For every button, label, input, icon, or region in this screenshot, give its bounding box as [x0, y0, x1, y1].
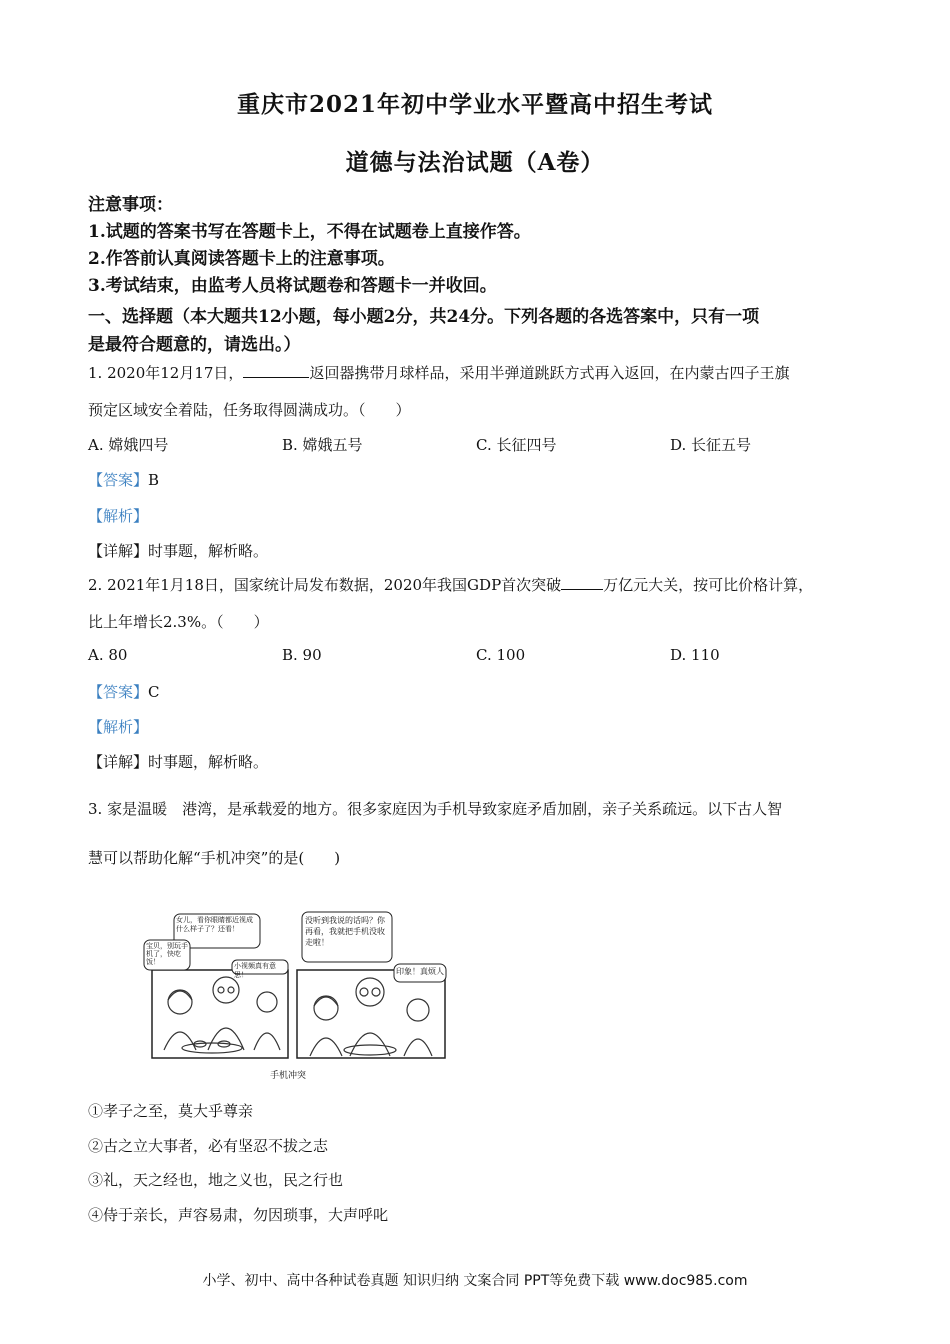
q2-analysis-tag: 【解析】 [88, 718, 149, 736]
question-2 [88, 574, 813, 595]
q1-text-pre: 1. 2020年12月17日， [88, 364, 244, 382]
q2-detail: 【详解】时事题，解析略。 [88, 753, 269, 771]
section-heading-cont: 是最符合题意的，请选出。） [88, 335, 301, 355]
q1-detail: 【详解】时事题，解析略。 [88, 542, 269, 560]
comic-bubble-1-text: 女儿，看你眼睛都近视成什么样子了？还看！ [176, 916, 253, 933]
comic-bubble-3-text: 小视频真有意思！ [234, 962, 276, 979]
q2-text-line2: 比上年增长2.3%。（ ） [88, 613, 269, 631]
q1-text-post: 返回器携带月球样品，采用半弹道跳跃方式再入返回，在内蒙古四子王旗 [309, 364, 790, 382]
question-1 [88, 362, 789, 383]
q2-option-b: B. 90 [282, 646, 322, 664]
q1-blank [243, 363, 309, 378]
note-item-3: 3.考试结束，由监考人员将试题卷和答题卡一并收回。 [88, 276, 497, 296]
q1-option-b: B. 嫦娥五号 [282, 436, 363, 454]
q2-option-d: D. 110 [670, 646, 720, 664]
q2-answer-value: C [148, 683, 160, 701]
q2-text-post: 万亿元大关，按可比价格计算， [603, 576, 814, 594]
q1-answer [88, 469, 159, 490]
note-item-2: 2.作答前认真阅读答题卡上的注意事项。 [88, 249, 395, 269]
q1-answer-value: B [148, 471, 160, 489]
q1-answer-tag: 【答案】 [88, 471, 149, 489]
notes-heading: 注意事项： [88, 195, 173, 215]
exam-title: 重庆市2021年初中学业水平暨高中招生考试 [236, 91, 713, 118]
q2-option-a: A. 80 [88, 646, 128, 664]
comic-family-left [164, 977, 280, 1053]
comic-family-right [310, 978, 432, 1056]
section-heading: 一、选择题（本大题共12小题，每小题2分，共24分。下列各题的各选答案中，只有一项 [88, 307, 760, 327]
q1-text-line2: 预定区域安全着陆，任务取得圆满成功。（ ） [88, 401, 411, 419]
q1-analysis-tag: 【解析】 [88, 507, 149, 525]
page-footer: 小学、初中、高中各种试卷真题 知识归纳 文案合同 PPT等免费下载 www.doc985.com [202, 1273, 748, 1289]
q3-statement-4: ④侍于亲长，声容易肃，勿因琐事，大声呼叱 [88, 1206, 389, 1224]
q3-statement-1: ①孝子之至，莫大乎尊亲 [88, 1102, 254, 1120]
comic-panel-left [152, 970, 288, 1058]
q2-option-c: C. 100 [476, 646, 526, 664]
exam-subtitle: 道德与法治试题（A卷） [345, 149, 605, 176]
comic-caption: 手机冲突 [270, 1071, 307, 1081]
comic-bubble-2-text: 宝贝，别玩手机了，快吃饭！ [146, 942, 188, 966]
q3-statement-3: ③礼，天之经也，地之义也，民之行也 [88, 1171, 344, 1189]
q2-blank [561, 575, 603, 590]
q1-option-a: A. 嫦娥四号 [88, 436, 169, 454]
q2-text-pre: 2. 2021年1月18日，国家统计局发布数据，2020年我国GDP首次突破 [88, 576, 562, 594]
q3-text-line2: 慧可以帮助化解“手机冲突”的是( ) [88, 849, 341, 867]
comic-bubble-5-text: 印象！真烦人 [396, 967, 444, 976]
q2-answer-tag: 【答案】 [88, 683, 149, 701]
q1-option-d: D. 长征五号 [670, 436, 752, 454]
comic-bubble-4-text: 没听到我说的话吗？你再看，我就把手机没收走啦！ [305, 916, 385, 947]
comic-illustration [142, 910, 452, 1075]
q2-answer [88, 681, 160, 702]
note-item-1: 1.试题的答案书写在答题卡上，不得在试题卷上直接作答。 [88, 222, 531, 242]
q3-text-line1: 3. 家是温暖 港湾，是承载爱的地方。很多家庭因为手机导致家庭矛盾加剧，亲子关系疏远。以下古人智 [88, 800, 783, 818]
q1-option-c: C. 长征四号 [476, 436, 557, 454]
q3-statement-2: ②古之立大事者，必有坚忍不拔之志 [88, 1137, 329, 1155]
